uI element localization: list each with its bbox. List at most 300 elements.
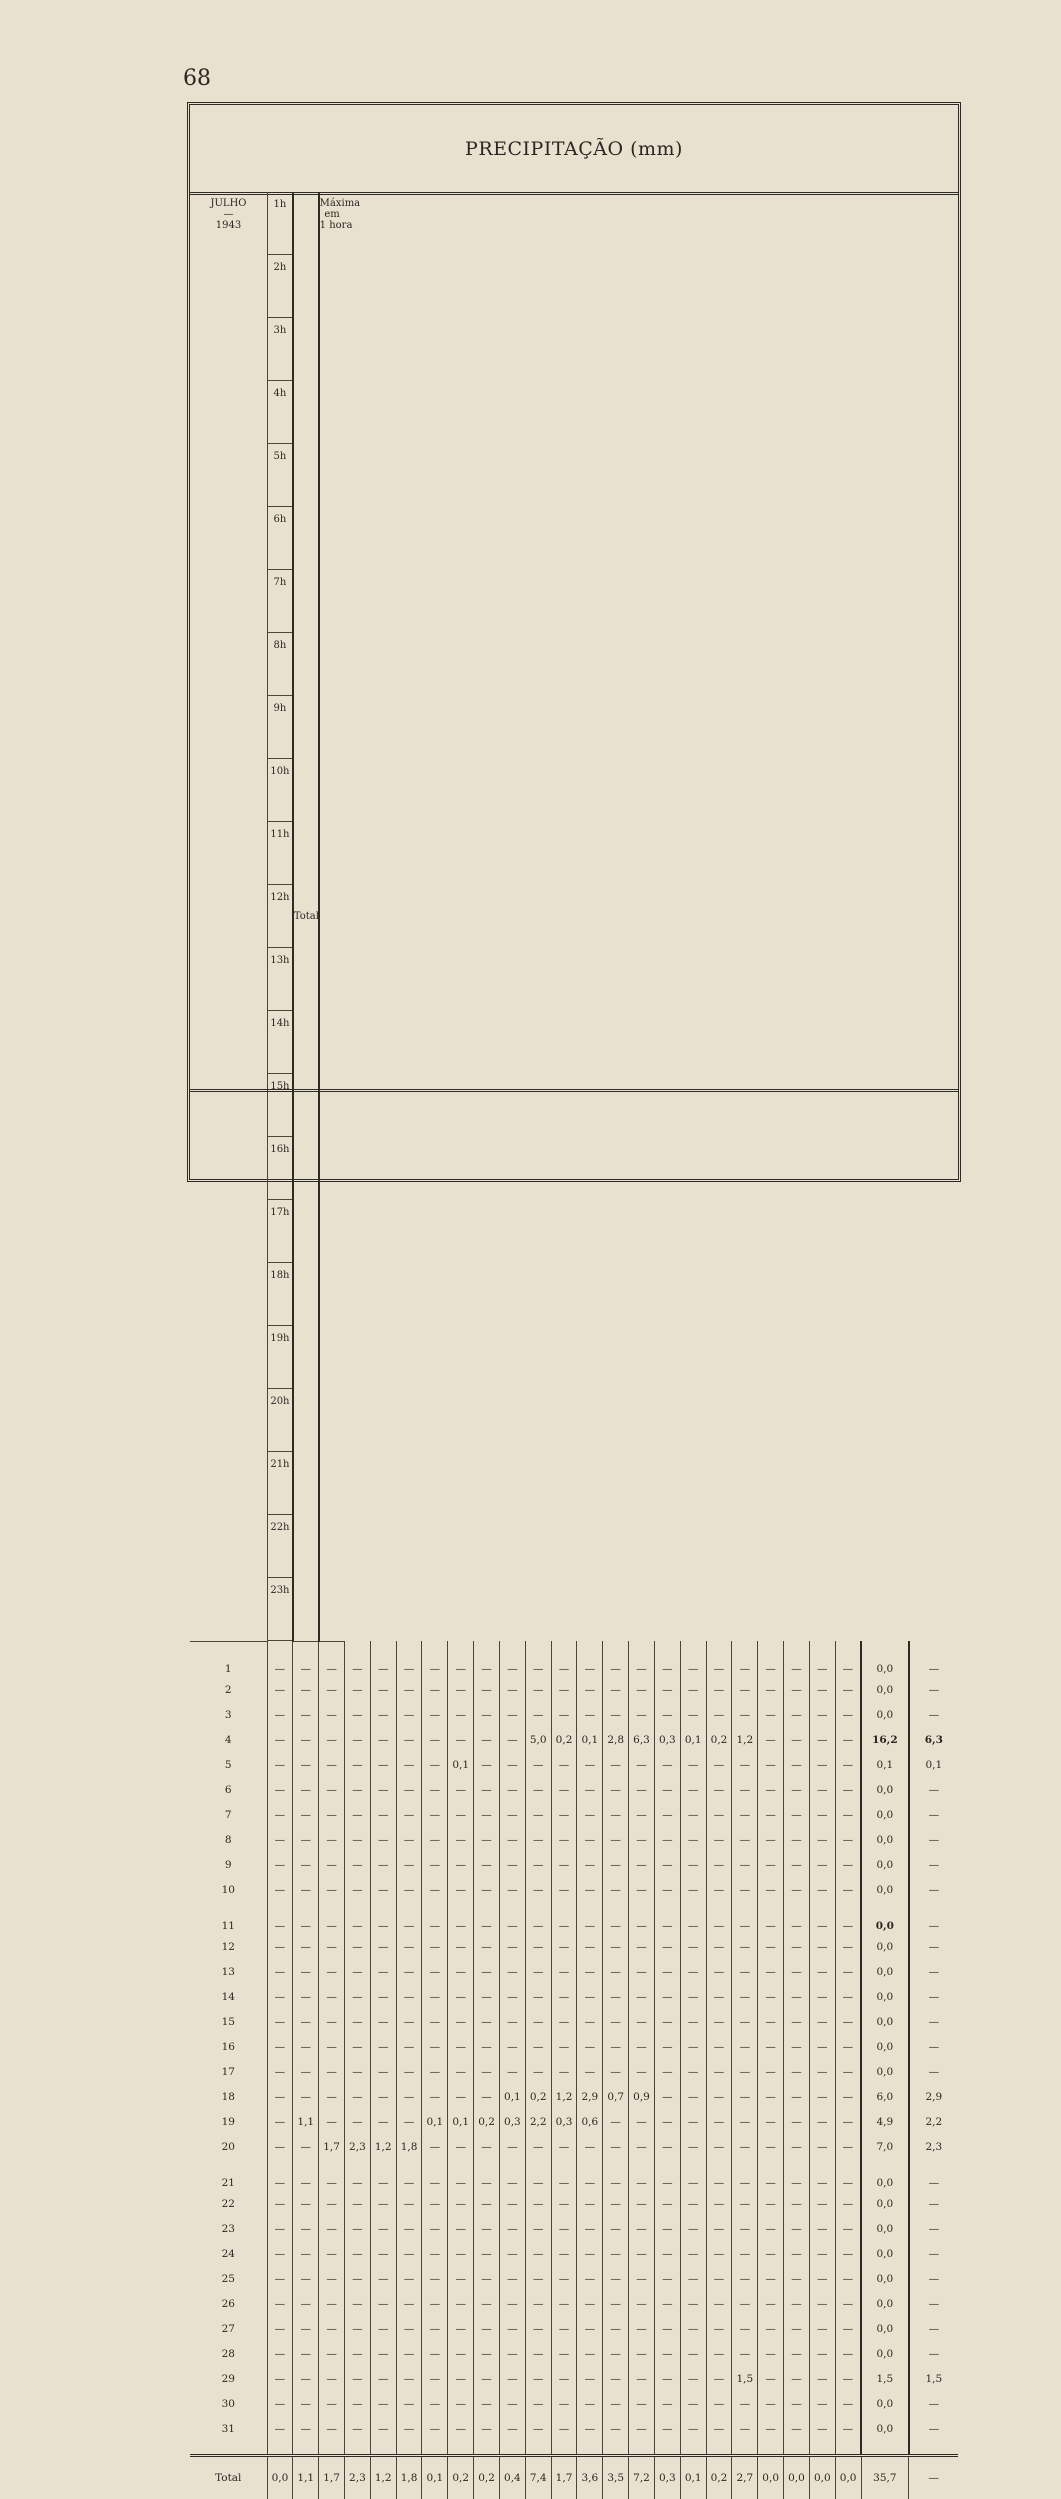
hour-value-cell: —: [267, 2010, 293, 2035]
hour-value-cell: —: [370, 1803, 396, 1828]
hour-value-cell: —: [525, 2035, 551, 2060]
hour-value-cell: —: [835, 2267, 861, 2292]
max-header: [319, 192, 361, 1641]
hour-value-cell: —: [267, 2317, 293, 2342]
hour-value-cell: —: [396, 2342, 422, 2367]
hour-value-cell: —: [474, 2417, 500, 2456]
hour-value-cell: —: [654, 1878, 680, 1903]
hour-value-cell: —: [629, 2217, 655, 2242]
hour-value-cell: —: [732, 2060, 758, 2085]
hour-value-cell: —: [784, 2085, 810, 2110]
table-row: [190, 2217, 958, 2242]
day-cell: 18: [221, 2091, 235, 2103]
day-cell: 20: [221, 2141, 235, 2153]
hour-value-cell: —: [474, 2192, 500, 2217]
row-max-cell: —: [909, 1935, 958, 1960]
hour-value-cell: —: [706, 1985, 732, 2010]
hour-value-cell: —: [344, 1903, 370, 1935]
hour-header: 14h: [267, 1011, 292, 1074]
hour-value-cell: —: [448, 2010, 474, 2035]
hour-value-cell: —: [422, 2267, 448, 2292]
hour-value-cell: —: [706, 2085, 732, 2110]
hour-value-cell: —: [835, 2192, 861, 2217]
hour-value-cell: —: [396, 1753, 422, 1778]
hour-value-cell: —: [732, 2267, 758, 2292]
hour-value-cell: —: [422, 2192, 448, 2217]
row-total-cell: 0,0: [861, 1803, 909, 1828]
row-total-cell: 0,1: [861, 1753, 909, 1778]
hour-value-cell: —: [370, 1985, 396, 2010]
hour-value-cell: —: [525, 2292, 551, 2317]
hour-value-cell: —: [654, 2160, 680, 2192]
row-max-cell: 6,3: [909, 1728, 958, 1753]
table-row: [190, 2110, 958, 2135]
hour-value-cell: 0,3: [499, 2110, 525, 2135]
hour-value-cell: 0,2: [474, 2110, 500, 2135]
hour-value-cell: —: [603, 1853, 629, 1878]
hour-value-cell: —: [577, 1778, 603, 1803]
month-header-line: —: [223, 209, 234, 220]
hour-header: 20h: [267, 1389, 292, 1452]
hour-value-cell: —: [319, 2267, 345, 2292]
hour-value-cell: —: [680, 2267, 706, 2292]
hour-value-cell: —: [525, 2192, 551, 2217]
hour-value-cell: —: [629, 1641, 655, 1678]
hour-value-cell: —: [577, 2160, 603, 2192]
hour-value-cell: —: [809, 2367, 835, 2392]
hour-value-cell: —: [319, 2110, 345, 2135]
hour-value-cell: —: [474, 1853, 500, 1878]
day-cell: 27: [221, 2323, 235, 2335]
day-cell: 29: [221, 2373, 235, 2385]
table-row: [190, 2010, 958, 2035]
row-total-cell: 6,0: [861, 2085, 909, 2110]
hour-value-cell: —: [784, 1903, 810, 1935]
table-row: [190, 1728, 958, 1753]
hour-value-cell: —: [551, 1678, 577, 1703]
hour-value-cell: 0,2: [525, 2085, 551, 2110]
title-box: [190, 105, 958, 195]
hour-value-cell: —: [629, 2110, 655, 2135]
hour-value-cell: —: [344, 2035, 370, 2060]
hour-total-cell: 1,7: [551, 2455, 577, 2499]
hour-value-cell: —: [344, 1678, 370, 1703]
hour-value-cell: —: [680, 1828, 706, 1853]
hour-value-cell: —: [319, 2217, 345, 2242]
month-header-line: JULHO: [210, 198, 247, 209]
hour-value-cell: —: [396, 2317, 422, 2342]
hour-value-cell: —: [577, 2010, 603, 2035]
hour-value-cell: —: [267, 2242, 293, 2267]
hour-value-cell: —: [835, 1753, 861, 1778]
hour-value-cell: —: [319, 1641, 345, 1678]
hour-value-cell: —: [448, 1985, 474, 2010]
hour-value-cell: —: [577, 2135, 603, 2160]
hour-value-cell: —: [474, 2217, 500, 2242]
hour-value-cell: —: [448, 2192, 474, 2217]
hour-value-cell: —: [629, 1853, 655, 1878]
hour-value-cell: —: [551, 2010, 577, 2035]
hour-value-cell: —: [344, 1728, 370, 1753]
hour-value-cell: —: [732, 1935, 758, 1960]
hour-value-cell: —: [758, 2292, 784, 2317]
hour-total-cell: 0,4: [499, 2455, 525, 2499]
hour-value-cell: —: [680, 2392, 706, 2417]
hour-value-cell: —: [525, 2242, 551, 2267]
hour-value-cell: —: [525, 2342, 551, 2367]
row-total-cell: 0,0: [861, 2292, 909, 2317]
hour-value-cell: —: [422, 1803, 448, 1828]
row-max-cell: 0,1: [909, 1753, 958, 1778]
hour-value-cell: —: [319, 1853, 345, 1878]
totals-max-cell: —: [909, 2455, 958, 2499]
hour-value-cell: —: [267, 2392, 293, 2417]
row-total-cell: 0,0: [861, 1678, 909, 1703]
hour-value-cell: —: [835, 1878, 861, 1903]
row-max-cell: 2,9: [909, 2085, 958, 2110]
hour-value-cell: 0,6: [577, 2110, 603, 2135]
hour-value-cell: —: [551, 1903, 577, 1935]
hour-value-cell: —: [499, 2367, 525, 2392]
hour-value-cell: —: [603, 2110, 629, 2135]
hour-value-cell: —: [706, 2417, 732, 2456]
hour-total-cell: 0,2: [706, 2455, 732, 2499]
hour-value-cell: —: [835, 1853, 861, 1878]
row-max-cell: —: [909, 1985, 958, 2010]
hour-value-cell: —: [396, 2160, 422, 2192]
hour-value-cell: —: [474, 1803, 500, 1828]
hour-value-cell: —: [448, 2292, 474, 2317]
hour-header: 17h: [267, 1200, 292, 1263]
hour-value-cell: —: [499, 2292, 525, 2317]
hour-value-cell: —: [654, 1678, 680, 1703]
hour-value-cell: —: [293, 2267, 319, 2292]
hour-value-cell: —: [577, 2292, 603, 2317]
hour-value-cell: —: [474, 2135, 500, 2160]
hour-value-cell: —: [396, 2217, 422, 2242]
row-max-cell: —: [909, 2292, 958, 2317]
hour-value-cell: —: [267, 1778, 293, 1803]
hour-value-cell: —: [706, 2192, 732, 2217]
hour-value-cell: —: [706, 1753, 732, 1778]
hour-value-cell: —: [448, 1878, 474, 1903]
row-max-cell: —: [909, 2035, 958, 2060]
hour-value-cell: —: [267, 1853, 293, 1878]
hour-value-cell: —: [784, 1878, 810, 1903]
hour-value-cell: —: [603, 2292, 629, 2317]
hour-value-cell: —: [551, 2192, 577, 2217]
row-total-cell: 16,2: [861, 1728, 909, 1753]
hour-value-cell: —: [758, 2192, 784, 2217]
hour-value-cell: —: [758, 2342, 784, 2367]
hour-value-cell: 0,7: [603, 2085, 629, 2110]
hour-value-cell: —: [448, 2417, 474, 2456]
hour-value-cell: —: [603, 2135, 629, 2160]
hour-value-cell: —: [809, 1828, 835, 1853]
hour-value-cell: —: [499, 2160, 525, 2192]
hour-value-cell: —: [732, 1641, 758, 1678]
hour-total-cell: 1,7: [319, 2455, 345, 2499]
hour-value-cell: —: [629, 1803, 655, 1828]
hour-value-cell: —: [319, 2367, 345, 2392]
hour-value-cell: —: [267, 1753, 293, 1778]
hour-value-cell: 0,1: [448, 2110, 474, 2135]
hour-total-cell: 2,7: [732, 2455, 758, 2499]
hour-header: 12h: [267, 885, 292, 948]
hour-value-cell: —: [396, 1985, 422, 2010]
hour-value-cell: —: [448, 1853, 474, 1878]
hour-value-cell: —: [551, 1878, 577, 1903]
hour-value-cell: —: [422, 1935, 448, 1960]
hour-value-cell: —: [835, 1985, 861, 2010]
hour-value-cell: —: [422, 1678, 448, 1703]
hour-header: 8h: [267, 633, 292, 696]
day-cell: 7: [224, 1809, 232, 1821]
hour-value-cell: —: [809, 2035, 835, 2060]
hour-value-cell: —: [422, 2242, 448, 2267]
hour-value-cell: —: [629, 2292, 655, 2317]
row-total-cell: 0,0: [861, 1853, 909, 1878]
row-max-cell: —: [909, 1878, 958, 1903]
hour-value-cell: —: [474, 2267, 500, 2292]
hour-value-cell: —: [758, 1803, 784, 1828]
hour-value-cell: —: [344, 2085, 370, 2110]
hour-value-cell: —: [293, 1753, 319, 1778]
hour-value-cell: —: [758, 2417, 784, 2456]
hour-value-cell: —: [551, 2292, 577, 2317]
hour-value-cell: —: [319, 2317, 345, 2342]
hour-value-cell: —: [344, 1641, 370, 1678]
hour-value-cell: —: [732, 2135, 758, 2160]
hour-value-cell: —: [603, 1878, 629, 1903]
hour-value-cell: —: [396, 1903, 422, 1935]
hour-value-cell: 2,8: [603, 1728, 629, 1753]
hour-value-cell: —: [603, 2267, 629, 2292]
hour-value-cell: —: [654, 1960, 680, 1985]
hour-value-cell: —: [396, 2292, 422, 2317]
row-total-cell: 0,0: [861, 1903, 909, 1935]
hour-value-cell: —: [732, 2217, 758, 2242]
hour-value-cell: —: [680, 2192, 706, 2217]
hour-value-cell: —: [448, 1728, 474, 1753]
hour-value-cell: —: [344, 1703, 370, 1728]
day-cell: 16: [221, 2041, 235, 2053]
hour-value-cell: —: [422, 2342, 448, 2367]
hour-value-cell: —: [344, 1753, 370, 1778]
day-cell: 14: [221, 1991, 235, 2003]
hour-value-cell: —: [835, 1960, 861, 1985]
hour-value-cell: —: [654, 1803, 680, 1828]
row-max-cell: —: [909, 2392, 958, 2417]
hour-value-cell: —: [293, 2292, 319, 2317]
hour-value-cell: —: [319, 2292, 345, 2317]
table-row: [190, 2292, 958, 2317]
hour-value-cell: —: [293, 1728, 319, 1753]
hour-value-cell: —: [525, 1803, 551, 1828]
hour-value-cell: —: [370, 2392, 396, 2417]
day-cell: 21: [221, 2176, 235, 2189]
hour-header: 9h: [267, 696, 292, 759]
table-row: [190, 2035, 958, 2060]
hour-value-cell: —: [319, 1878, 345, 1903]
hour-value-cell: —: [835, 2217, 861, 2242]
table-row: [190, 2085, 958, 2110]
hour-value-cell: —: [267, 2160, 293, 2192]
hour-value-cell: —: [551, 1828, 577, 1853]
hour-value-cell: —: [629, 2267, 655, 2292]
hour-value-cell: —: [422, 2292, 448, 2317]
hour-value-cell: —: [293, 2160, 319, 2192]
hour-value-cell: —: [293, 2367, 319, 2392]
hour-value-cell: —: [835, 2317, 861, 2342]
bottom-rule: [190, 1089, 958, 1092]
row-max-cell: —: [909, 2267, 958, 2292]
hour-value-cell: —: [577, 1803, 603, 1828]
hour-value-cell: —: [577, 2367, 603, 2392]
hour-value-cell: —: [809, 2292, 835, 2317]
hour-value-cell: —: [319, 2417, 345, 2456]
hour-value-cell: —: [706, 2135, 732, 2160]
hour-value-cell: —: [422, 1753, 448, 1778]
hour-value-cell: —: [654, 2267, 680, 2292]
hour-value-cell: —: [474, 1960, 500, 1985]
hour-value-cell: —: [809, 2317, 835, 2342]
row-total-cell: 0,0: [861, 1778, 909, 1803]
hour-value-cell: —: [732, 2242, 758, 2267]
hour-value-cell: —: [758, 2217, 784, 2242]
row-max-cell: —: [909, 1903, 958, 1935]
day-cell: 30: [221, 2398, 235, 2410]
hour-value-cell: —: [732, 1703, 758, 1728]
day-cell: 17: [221, 2066, 235, 2078]
hour-value-cell: —: [370, 2242, 396, 2267]
table-row: [190, 2242, 958, 2267]
hour-total-cell: 1,8: [396, 2455, 422, 2499]
hour-value-cell: —: [267, 2192, 293, 2217]
hour-value-cell: —: [267, 2292, 293, 2317]
hour-value-cell: —: [654, 2317, 680, 2342]
hour-value-cell: —: [448, 1960, 474, 1985]
hour-total-cell: 0,0: [809, 2455, 835, 2499]
hour-value-cell: —: [448, 1678, 474, 1703]
month-header: [190, 192, 267, 1641]
hour-header: 6h: [267, 507, 292, 570]
hour-header: 2h: [267, 255, 292, 318]
hour-value-cell: —: [448, 2160, 474, 2192]
hour-value-cell: —: [835, 1703, 861, 1728]
hour-value-cell: —: [654, 2242, 680, 2267]
hour-value-cell: —: [809, 1878, 835, 1903]
hour-value-cell: —: [293, 1853, 319, 1878]
row-max-cell: —: [909, 1853, 958, 1878]
day-cell: 28: [221, 2348, 235, 2360]
hour-header: 21h: [267, 1452, 292, 1515]
hour-value-cell: —: [551, 1753, 577, 1778]
hour-value-cell: —: [680, 2110, 706, 2135]
page-title: PRECIPITAÇÃO (mm): [465, 137, 683, 160]
hour-value-cell: —: [499, 1641, 525, 1678]
hour-value-cell: —: [344, 2110, 370, 2135]
hour-total-cell: 0,0: [784, 2455, 810, 2499]
day-cell: 22: [221, 2198, 235, 2210]
hour-value-cell: —: [758, 2110, 784, 2135]
hour-value-cell: —: [629, 1935, 655, 1960]
hour-value-cell: —: [267, 1728, 293, 1753]
hour-value-cell: —: [784, 2342, 810, 2367]
hour-value-cell: —: [577, 1878, 603, 1903]
row-max-cell: —: [909, 2010, 958, 2035]
hour-value-cell: —: [835, 2060, 861, 2085]
hour-value-cell: —: [448, 2085, 474, 2110]
hour-value-cell: —: [758, 2160, 784, 2192]
hour-value-cell: —: [732, 2085, 758, 2110]
hour-value-cell: —: [293, 1828, 319, 1853]
row-total-cell: 0,0: [861, 2217, 909, 2242]
hour-value-cell: —: [396, 1641, 422, 1678]
hour-value-cell: —: [603, 2242, 629, 2267]
hour-value-cell: —: [654, 2292, 680, 2317]
table-row: [190, 1703, 958, 1728]
hour-value-cell: —: [422, 2392, 448, 2417]
hour-value-cell: —: [758, 1828, 784, 1853]
day-cell: 25: [221, 2273, 235, 2285]
hour-value-cell: —: [577, 2242, 603, 2267]
row-max-cell: —: [909, 2317, 958, 2342]
hour-value-cell: —: [654, 2217, 680, 2242]
hour-value-cell: —: [603, 2342, 629, 2367]
hour-value-cell: —: [499, 2192, 525, 2217]
hour-value-cell: —: [654, 2110, 680, 2135]
hour-value-cell: —: [758, 1878, 784, 1903]
hour-value-cell: —: [835, 2035, 861, 2060]
hour-value-cell: —: [474, 2160, 500, 2192]
hour-value-cell: —: [706, 2392, 732, 2417]
hour-value-cell: —: [474, 1935, 500, 1960]
hour-value-cell: —: [448, 1703, 474, 1728]
hour-value-cell: —: [758, 2267, 784, 2292]
hour-value-cell: —: [267, 2267, 293, 2292]
hour-value-cell: —: [267, 1985, 293, 2010]
hour-value-cell: 0,1: [448, 1753, 474, 1778]
table-row: [190, 2060, 958, 2085]
day-cell: 5: [224, 1759, 232, 1771]
hour-value-cell: —: [344, 2292, 370, 2317]
hour-value-cell: —: [784, 2217, 810, 2242]
hour-value-cell: —: [732, 2192, 758, 2217]
hour-value-cell: —: [706, 2010, 732, 2035]
hour-value-cell: —: [422, 2367, 448, 2392]
hour-value-cell: —: [474, 2035, 500, 2060]
hour-value-cell: —: [577, 1853, 603, 1878]
hour-value-cell: —: [680, 1641, 706, 1678]
hour-value-cell: —: [293, 1703, 319, 1728]
row-total-cell: 0,0: [861, 1985, 909, 2010]
hour-value-cell: —: [654, 2060, 680, 2085]
hour-value-cell: —: [758, 2060, 784, 2085]
hour-value-cell: —: [319, 2160, 345, 2192]
hour-value-cell: —: [422, 1878, 448, 1903]
hour-value-cell: —: [396, 2192, 422, 2217]
hour-value-cell: —: [525, 1960, 551, 1985]
table-row: [190, 2317, 958, 2342]
hour-value-cell: —: [706, 1853, 732, 1878]
table-row: [190, 1641, 958, 1678]
hour-value-cell: —: [654, 2192, 680, 2217]
hour-value-cell: —: [835, 2135, 861, 2160]
hour-value-cell: —: [551, 2217, 577, 2242]
row-max-cell: —: [909, 1778, 958, 1803]
hour-value-cell: —: [396, 2085, 422, 2110]
